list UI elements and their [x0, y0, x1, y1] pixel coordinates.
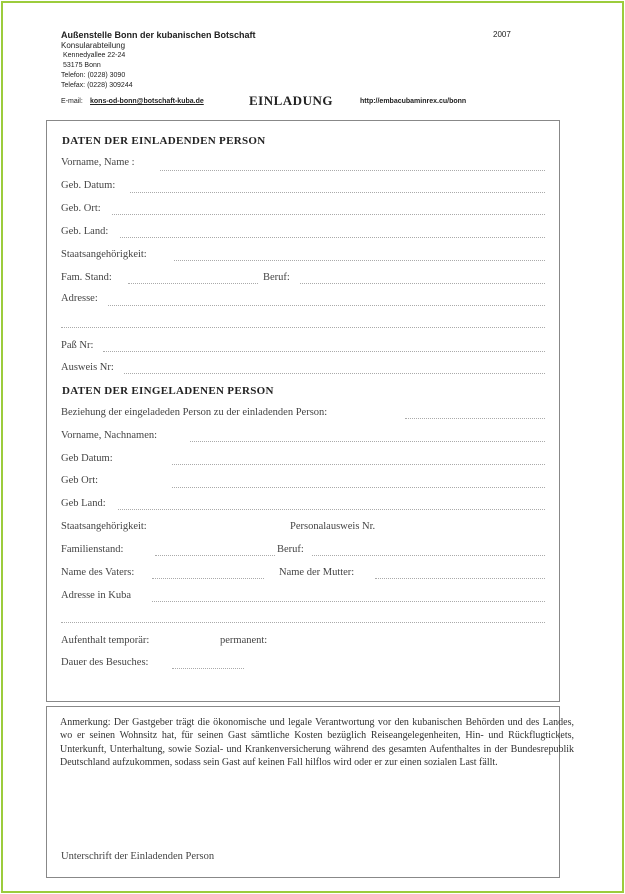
inviter-passport-field[interactable] [103, 351, 545, 352]
invitee-cuba-address-field[interactable] [152, 601, 545, 602]
inviter-marital-label: Fam. Stand: [61, 272, 112, 283]
inviter-birthdate-field[interactable] [130, 192, 545, 193]
invitee-mother-field[interactable] [375, 578, 545, 579]
invitee-job-field[interactable] [312, 555, 545, 556]
inviter-address-field-2[interactable] [61, 327, 545, 328]
inviter-name-field[interactable] [160, 170, 545, 171]
signature-label: Unterschrift der Einladenden Person [61, 851, 215, 862]
stay-temporary-label: Aufenthalt temporär: [61, 635, 150, 646]
invitee-father-label: Name des Vaters: [61, 567, 135, 578]
invitee-relation-label: Beziehung der eingeladeden Person zu der einladenden Person: [61, 407, 328, 418]
inviter-birthplace-field[interactable] [112, 214, 545, 215]
invitee-name-field[interactable] [190, 441, 545, 442]
invitee-marital-label: Familienstand: [61, 544, 124, 555]
section-inviter-title: DATEN DER EINLADENDEN PERSON [62, 135, 266, 147]
org-name: Außenstelle Bonn der kubanischen Botschaft [61, 30, 256, 40]
inviter-birthdate-label: Geb. Datum: [61, 180, 116, 191]
invitee-cuba-address-field-2[interactable] [61, 622, 545, 623]
invitee-nationality-label: Staatsangehörigkeit: [61, 521, 147, 532]
inviter-address-field[interactable] [108, 305, 545, 306]
visit-duration-label: Dauer des Besuches: [61, 657, 149, 668]
invitee-birthcountry-label: Geb Land: [61, 498, 106, 509]
document-title: EINLADUNG [249, 93, 333, 108]
website-link[interactable]: http://embacubaminrex.cu/bonn [360, 98, 467, 105]
stay-permanent-label: permanent: [220, 635, 268, 646]
inviter-nationality-field[interactable] [174, 260, 545, 261]
invitee-father-field[interactable] [152, 578, 264, 579]
invitee-job-label: Beruf: [277, 544, 304, 555]
invitee-marital-field[interactable] [155, 555, 275, 556]
invitee-birthdate-field[interactable] [172, 464, 545, 465]
invitee-idcard-label: Personalausweis Nr. [290, 521, 376, 532]
invitee-mother-label: Name der Mutter: [279, 567, 355, 578]
department: Konsularabteilung [61, 41, 126, 50]
inviter-id-field[interactable] [124, 373, 545, 374]
inviter-birthcountry-label: Geb. Land: [61, 226, 109, 237]
invitee-cuba-address-label: Adresse in Kuba [61, 590, 131, 601]
inviter-passport-label: Paß Nr: [61, 340, 94, 351]
invitee-birthdate-label: Geb Datum: [61, 453, 113, 464]
street: Kennedyallee 22-24 [63, 52, 126, 59]
inviter-birthcountry-field[interactable] [120, 237, 545, 238]
visit-duration-field[interactable] [172, 668, 244, 669]
year: 2007 [493, 30, 511, 39]
inviter-id-label: Ausweis Nr: [61, 362, 114, 373]
inviter-name-label: Vorname, Name : [61, 157, 135, 168]
invitee-birthcountry-field[interactable] [118, 509, 545, 510]
city: 53175 Bonn [63, 62, 101, 69]
email-label: E-mail: [61, 98, 83, 105]
inviter-birthplace-label: Geb. Ort: [61, 203, 101, 214]
inviter-address-label: Adresse: [61, 293, 98, 304]
section-invitee-title: DATEN DER EINGELADENEN PERSON [62, 385, 274, 397]
liability-note: Anmerkung: Der Gastgeber trägt die ökonomische und legale Verantwortung vor den kubanischen Behörden und des Landes, wo er seinen Wohnsitz hat, für seinen Gast sämtliche Kosten bezüglich Reiseangelegenheiten, Hin- und Rückflugtickets, Unterkunft, Unterhaltung, sowie Sozial- und Krankenversicherung während des gesamten Aufenthaltes in der Bundesrepublik Deutschland aufzukommen, sodass sein Gast auf keinen Fall hilflos wird oder er zur einen sozialen Last fällt. [60, 717, 574, 769]
invitee-birthplace-field[interactable] [172, 487, 545, 488]
fax: Telefax: (0228) 309244 [61, 82, 133, 89]
email-link[interactable]: kons-od-bonn@botschaft-kuba.de [90, 98, 204, 105]
inviter-marital-field[interactable] [128, 283, 258, 284]
inviter-job-field[interactable] [300, 283, 545, 284]
invitee-birthplace-label: Geb Ort: [61, 475, 99, 486]
inviter-nationality-label: Staatsangehörigkeit: [61, 249, 147, 260]
invitee-name-label: Vorname, Nachnamen: [61, 430, 158, 441]
inviter-job-label: Beruf: [263, 272, 290, 283]
invitee-relation-field[interactable] [405, 418, 545, 419]
phone: Telefon: (0228) 3090 [61, 72, 126, 79]
